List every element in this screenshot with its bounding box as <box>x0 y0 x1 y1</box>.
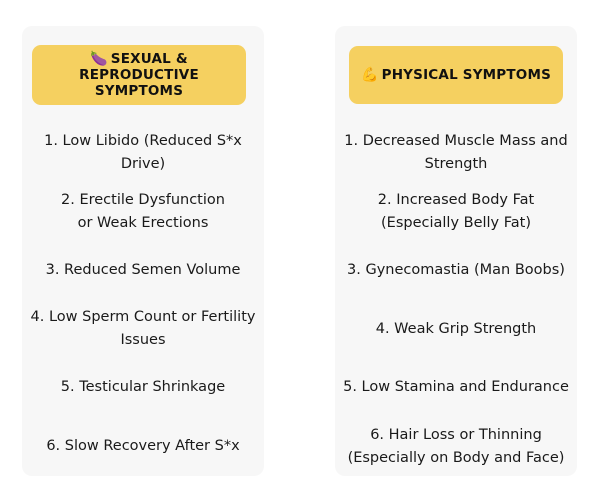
list-item: 6. Slow Recovery After S*x <box>46 438 240 454</box>
sexual-symptoms-title: 🍆 SEXUAL & REPRODUCTIVE SYMPTOMS <box>79 51 199 99</box>
list-item: 3. Reduced Semen Volume <box>45 262 241 278</box>
eggplant-icon: 🍆 <box>90 51 108 67</box>
list-item: 2. Erectile Dysfunction or Weak Erections <box>61 192 225 231</box>
list-item: 4. Low Sperm Count or Fertility Issues <box>30 309 256 348</box>
list-item: 1. Decreased Muscle Mass and Strength <box>344 133 568 172</box>
flexed-biceps-icon: 💪 <box>360 67 379 83</box>
physical-symptoms-panel <box>335 26 577 476</box>
list-item: 2. Increased Body Fat (Especially Belly Fat) <box>377 192 535 231</box>
list-item: 3. Gynecomastia (Man Boobs) <box>347 262 565 278</box>
sexual-symptoms-header <box>32 45 246 105</box>
list-item: 5. Low Stamina and Endurance <box>343 379 569 395</box>
list-item: 5. Testicular Shrinkage <box>60 379 226 395</box>
list-item: 4. Weak Grip Strength <box>375 321 537 337</box>
sexual-symptoms-panel <box>22 26 264 476</box>
physical-symptoms-header <box>349 46 563 104</box>
list-item: 6. Hair Loss or Thinning (Especially on Body and Face) <box>347 427 565 466</box>
physical-symptoms-title: PHYSICAL SYMPTOMS <box>381 67 552 83</box>
list-item: 1. Low Libido (Reduced S*x Drive) <box>44 133 242 172</box>
